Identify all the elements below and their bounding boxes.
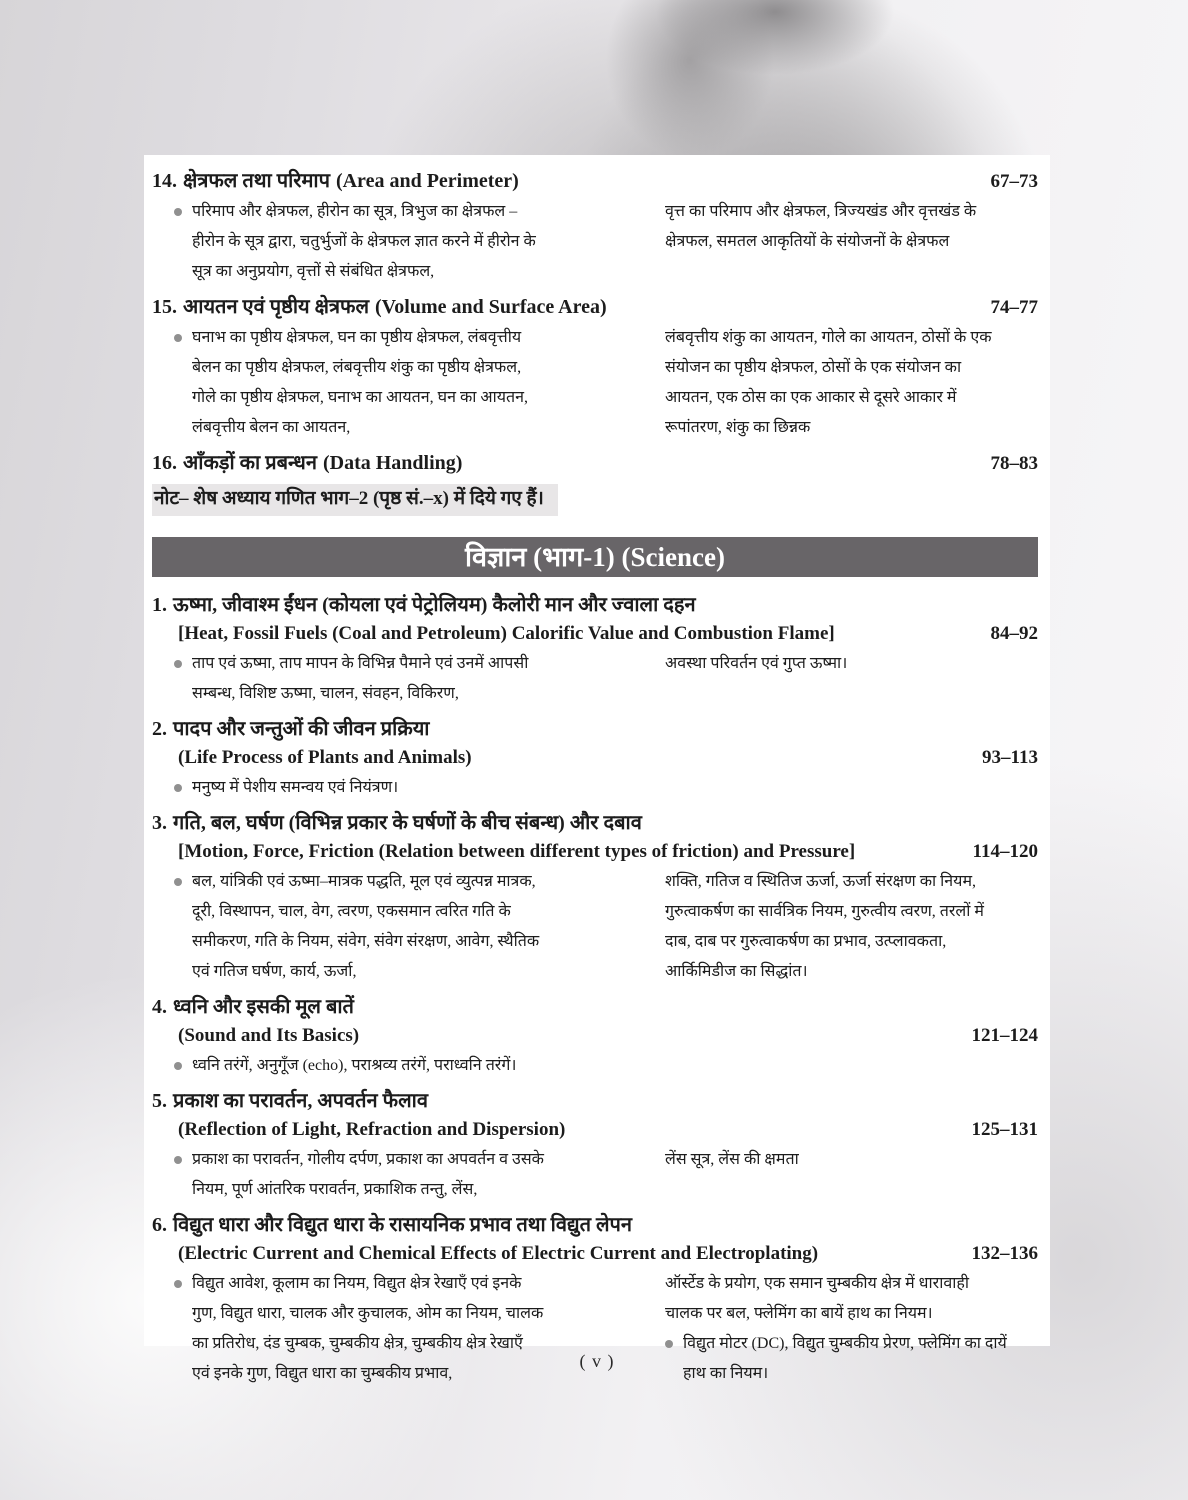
item-title-hindi: प्रकाश का परावर्तन, अपवर्तन फैलाव: [173, 1090, 428, 1112]
topics-text: लंबवृत्तीय शंकु का आयतन, गोले का आयतन, ठोसों के एक संयोजन का पृष्ठीय क्षेत्रफल, ठोसों के एक संयोजन का आयतन, एक ठोस का एक आकार से दूसरे आकार में रूपांतरण, शंकु का छिन्नक: [665, 329, 992, 436]
bullet-icon: [174, 1062, 182, 1070]
toc-item-head-english: [152, 744, 1038, 772]
topics-right-column: [665, 649, 1007, 679]
topics-right-column: [665, 867, 1007, 987]
toc-item-volume-surface-area: [152, 293, 1038, 443]
bullet-icon: [174, 878, 182, 886]
topics-left-column: [174, 197, 544, 287]
page-range: 78–83: [990, 453, 1038, 474]
item-topics: [152, 773, 1038, 803]
page-range: 121–124: [971, 1025, 1038, 1046]
item-number: 5.: [152, 1090, 167, 1112]
item-title-english: (Sound and Its Basics): [178, 1025, 360, 1046]
topics-text: ताप एवं ऊष्मा, ताप मापन के विभिन्न पैमाने एवं उनमें आपसी सम्बन्ध, विशिष्ट ऊष्मा, चालन, संवहन, विकिरण,: [192, 655, 529, 702]
toc-item-data-handling: [152, 449, 1038, 478]
item-title-english: [Heat, Fossil Fuels (Coal and Petroleum) Calorific Value and Combustion Flame]: [178, 623, 835, 644]
toc-item-head-english: [152, 1116, 1038, 1144]
toc-item-head-english: [152, 1240, 1038, 1268]
item-title-hindi: गति, बल, घर्षण (विभिन्न प्रकार के घर्षणों के बीच संबन्ध) और दबाव: [173, 812, 642, 834]
item-title-hindi: ध्वनि और इसकी मूल बातें: [173, 996, 354, 1018]
toc-item-sound-basics: [152, 992, 1038, 1081]
page-range: 74–77: [990, 297, 1038, 318]
item-number: 1.: [152, 594, 167, 616]
topics-text: परिमाप और क्षेत्रफल, हीरोन का सूत्र, त्रिभुज का क्षेत्रफल – हीरोन के सूत्र द्वारा, चतुर्भुजों के क्षेत्रफल ज्ञात करने में हीरोन के सूत्र का अनुप्रयोग, वृत्तों से संबंधित क्षेत्रफल,: [192, 203, 536, 280]
topics-text: लेंस सूत्र, लेंस की क्षमता: [665, 1151, 799, 1168]
toc-item-head-english: [152, 838, 1038, 866]
toc-item-head-hindi: [152, 808, 1038, 838]
item-number: 6.: [152, 1214, 167, 1236]
item-number: 3.: [152, 812, 167, 834]
toc-item-heat-fossil-fuels: [152, 590, 1038, 709]
item-title-english: (Volume and Surface Area): [375, 296, 607, 318]
bullet-icon: [174, 784, 182, 792]
item-topics: [152, 649, 1038, 709]
toc-item-head-hindi: [152, 1086, 1038, 1116]
toc-item-motion-force-friction: [152, 808, 1038, 987]
bullet-icon: [665, 1340, 673, 1348]
note-line: [152, 484, 1038, 516]
page-range: 84–92: [990, 623, 1038, 644]
topics-text: बल, यांत्रिकी एवं ऊष्मा–मात्रक पद्धति, मूल एवं व्युत्पन्न मात्रक, दूरी, विस्थापन, चाल, वेग, त्वरण, एकसमान त्वरित गति के समीकरण, गति के नियम, संवेग, संवेग संरक्षण, आवेग, स्थैतिक एवं गतिज घर्षण, कार्य, ऊर्जा,: [192, 873, 540, 980]
toc-item-reflection-light: [152, 1086, 1038, 1205]
item-title-english: [Motion, Force, Friction (Relation between different types of friction) and Pressure]: [178, 841, 856, 862]
item-topics: [152, 867, 1038, 987]
bullet-icon: [174, 1280, 182, 1288]
topics-right-column: [665, 197, 1007, 257]
topics-right-column: [665, 1145, 1007, 1175]
topics-text: ऑर्स्टेड के प्रयोग, एक समान चुम्बकीय क्षेत्र में धारावाही चालक पर बल, फ्लेमिंग का बायें हाथ का नियम।: [665, 1275, 970, 1322]
item-title-english: (Area and Perimeter): [335, 170, 519, 192]
toc-item-life-process: [152, 714, 1038, 803]
item-number: 15.: [152, 296, 177, 318]
bullet-icon: [174, 1156, 182, 1164]
toc-item-head: [152, 293, 1038, 322]
toc-item-head: [152, 167, 1038, 196]
topics-text: मनुष्य में पेशीय समन्वय एवं नियंत्रण।: [192, 779, 399, 796]
toc-item-head-english: [152, 1022, 1038, 1050]
item-topics: [152, 1145, 1038, 1205]
toc-item-head-hindi: [152, 992, 1038, 1022]
item-number: 14.: [152, 170, 177, 192]
section-banner: विज्ञान (भाग-1) (Science): [152, 537, 1038, 577]
item-title-hindi: आँकड़ों का प्रबन्धन: [183, 452, 317, 474]
item-title-hindi: पादप और जन्तुओं की जीवन प्रक्रिया: [173, 718, 430, 740]
topics-text: अवस्था परिवर्तन एवं गुप्त ऊष्मा।: [665, 655, 848, 672]
toc-item-head: [152, 449, 1038, 478]
bullet-icon: [174, 660, 182, 668]
toc-item-head-english: [152, 620, 1038, 648]
page-range: 114–120: [972, 841, 1038, 862]
item-number: 2.: [152, 718, 167, 740]
toc-item-area-perimeter: [152, 167, 1038, 287]
item-topics: [152, 197, 1038, 287]
item-title-english: (Reflection of Light, Refraction and Dispersion): [178, 1119, 566, 1140]
topics-left-column: [174, 323, 544, 443]
topics-left-column: [174, 867, 544, 987]
topics-text: प्रकाश का परावर्तन, गोलीय दर्पण, प्रकाश का अपवर्तन व उसके नियम, पूर्ण आंतरिक परावर्तन, प्रकाशिक तन्तु, लेंस,: [192, 1151, 544, 1198]
item-title-hindi: विद्युत धारा और विद्युत धारा के रासायनिक प्रभाव तथा विद्युत लेपन: [173, 1214, 632, 1236]
toc-item-head-hindi: [152, 1210, 1038, 1240]
topics-left-column: [174, 773, 544, 803]
item-topics: [152, 1051, 1038, 1081]
topics-left-column: [174, 1051, 544, 1081]
topics-text: शक्ति, गतिज व स्थितिज ऊर्जा, ऊर्जा संरक्षण का नियम, गुरुत्वाकर्षण का सार्वत्रिक नियम, गुरुत्वीय त्वरण, तरलों में दाब, दाब पर गुरुत्वाकर्षण का प्रभाव, उत्प्लावकता, आर्किमिडीज का सिद्धांत।: [665, 873, 984, 980]
item-title-hindi: आयतन एवं पृष्ठीय क्षेत्रफल: [183, 296, 369, 318]
item-title-english: (Electric Current and Chemical Effects of Electric Current and Electroplating): [178, 1243, 819, 1264]
topics-left-column: [174, 649, 544, 709]
note-text: नोट– शेष अध्याय गणित भाग–2 (पृष्ठ सं.–x) में दिये गए हैं।: [152, 484, 558, 516]
item-topics: [152, 323, 1038, 443]
topics-text: विद्युत मोटर (DC), विद्युत चुम्बकीय प्रेरण, फ्लेमिंग का दायें हाथ का नियम।: [683, 1335, 1007, 1382]
item-number: 4.: [152, 996, 167, 1018]
page-range: 93–113: [982, 747, 1038, 768]
page-range: 67–73: [990, 171, 1038, 192]
item-title-english: (Data Handling): [322, 452, 463, 474]
toc-item-head-hindi: [152, 590, 1038, 620]
page-range: 132–136: [971, 1243, 1038, 1264]
item-title-hindi: क्षेत्रफल तथा परिमाप: [183, 170, 330, 192]
topics-text: विद्युत आवेश, कूलाम का नियम, विद्युत क्षेत्र रेखाएँ एवं इनके गुण, विद्युत धारा, चालक और कुचालक, ओम का नियम, चालक का प्रतिरोध, दंड चुम्बक, चुम्बकीय क्षेत्र, चुम्बकीय क्षेत्र रेखाएँ एवं इनके गुण, विद्युत धारा का चुम्बकीय प्रभाव,: [192, 1275, 544, 1382]
topics-text: ध्वनि तरंगें, अनुगूँज (echo), पराश्रव्य तरंगें, पराध्वनि तरंगें।: [192, 1057, 517, 1074]
topics-right-column: [665, 323, 1007, 443]
bullet-icon: [174, 334, 182, 342]
topics-text: वृत्त का परिमाप और क्षेत्रफल, त्रिज्यखंड और वृत्तखंड के क्षेत्रफल, समतल आकृतियों के संयोजनों के क्षेत्रफल: [665, 203, 977, 250]
item-number: 16.: [152, 452, 177, 474]
bullet-icon: [174, 208, 182, 216]
page-range: 125–131: [971, 1119, 1038, 1140]
item-title-english: (Life Process of Plants and Animals): [178, 747, 472, 768]
toc-page-sheet: [144, 155, 1050, 1382]
toc-item-head-hindi: [152, 714, 1038, 744]
item-title-hindi: ऊष्मा, जीवाश्म ईंधन (कोयला एवं पेट्रोलियम) कैलोरी मान और ज्वाला दहन: [173, 594, 696, 616]
page-number: ( v ): [579, 1351, 615, 1371]
topics-text: घनाभ का पृष्ठीय क्षेत्रफल, घन का पृष्ठीय क्षेत्रफल, लंबवृत्तीय बेलन का पृष्ठीय क्षेत्रफल, लंबवृत्तीय शंकु का पृष्ठीय क्षेत्रफल, गोले का पृष्ठीय क्षेत्रफल, घनाभ का आयतन, घन का आयतन, लंबवृत्तीय बेलन का आयतन,: [192, 329, 529, 436]
topics-left-column: [174, 1145, 544, 1205]
